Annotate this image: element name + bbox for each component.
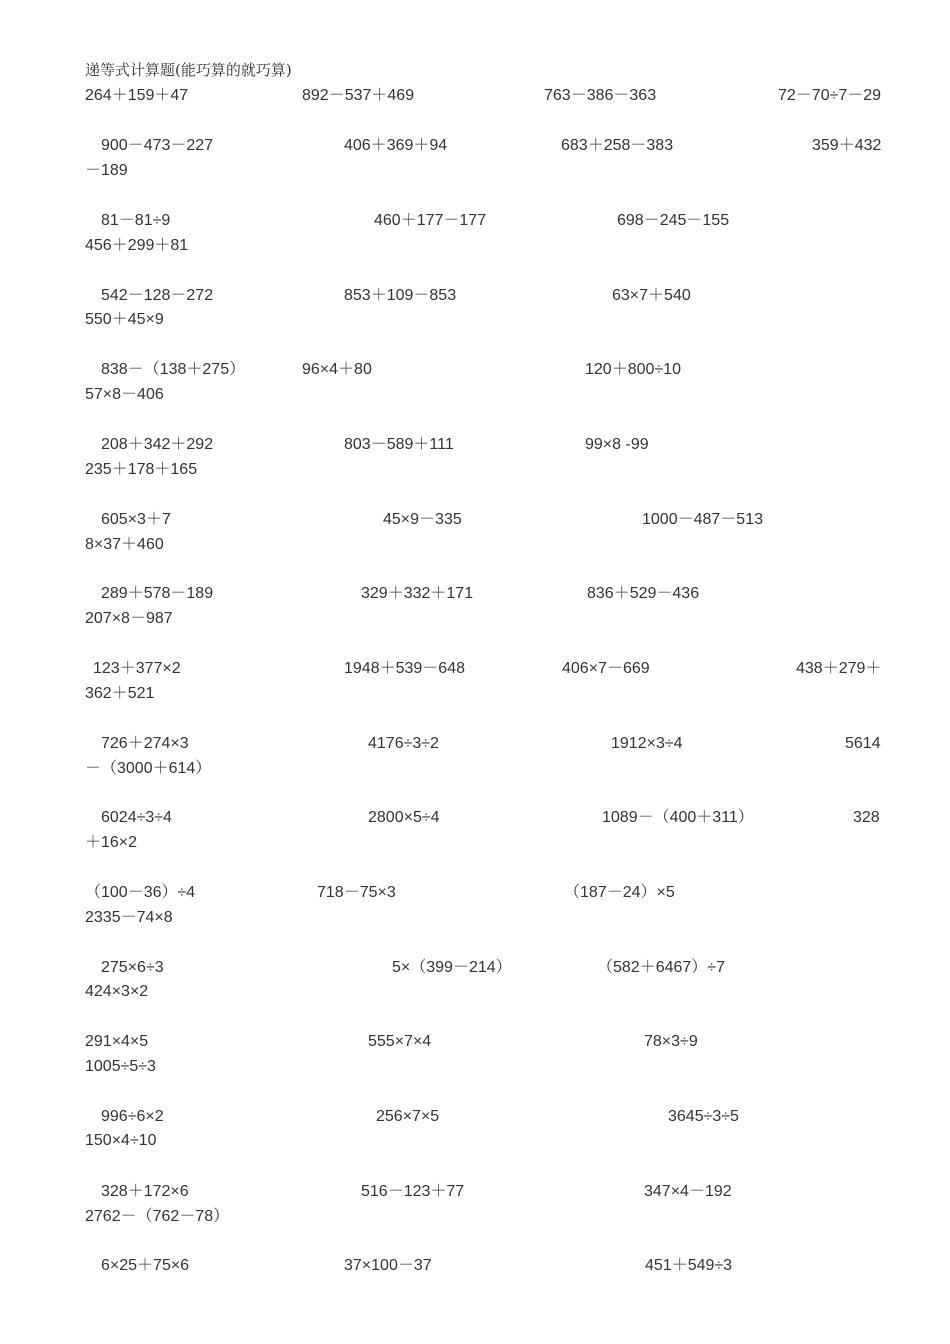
problem: 5614	[845, 735, 881, 752]
problem: 542－128－272	[101, 287, 214, 304]
problem: 6024÷3÷4	[101, 809, 172, 826]
problem-continuation: 362＋521	[85, 685, 155, 702]
problem: 1000－487－513	[642, 511, 763, 528]
problem: 37×100－37	[344, 1257, 432, 1274]
problem: 208＋342＋292	[101, 436, 214, 453]
problem: 406＋369＋94	[344, 137, 448, 154]
problem: 892－537＋469	[302, 87, 415, 104]
problem: （187－24）×5	[564, 884, 675, 901]
problem: 838－（138＋275）	[101, 361, 246, 378]
problem: 328＋172×6	[101, 1183, 189, 1200]
problem: 359＋432	[812, 137, 882, 154]
problem: 555×7×4	[368, 1033, 432, 1050]
problem: 424×3×2	[85, 983, 149, 1000]
problem: 72－70÷7－29	[778, 87, 882, 104]
problem: 406×7－669	[562, 660, 650, 677]
problem: 718－75×3	[317, 884, 396, 901]
problem-continuation: －189	[85, 162, 128, 179]
problem: 207×8－987	[85, 610, 173, 627]
problem: 63×7＋540	[612, 287, 691, 304]
problem: 78×3÷9	[644, 1033, 698, 1050]
problem: 698－245－155	[617, 212, 730, 229]
problem: 329＋332＋171	[361, 585, 474, 602]
problem: 289＋578－189	[101, 585, 214, 602]
problem: 291×4×5	[85, 1033, 149, 1050]
problem: 460＋177－177	[374, 212, 487, 229]
problem: 123＋377×2	[93, 660, 181, 677]
problem: 1912×3÷4	[611, 735, 683, 752]
problem: 150×4÷10	[85, 1132, 157, 1149]
problem: 275×6÷3	[101, 959, 164, 976]
problem: 57×8－406	[85, 386, 164, 403]
problem: 99×8 -99	[585, 436, 649, 453]
problem: 1089－（400＋311）	[602, 809, 754, 826]
problem: 438＋279＋	[796, 660, 882, 677]
problem: 3645÷3÷5	[668, 1108, 739, 1125]
problem: 836＋529－436	[587, 585, 700, 602]
problem: 451＋549÷3	[645, 1257, 733, 1274]
problem: 853＋109－853	[344, 287, 457, 304]
problem: 235＋178＋165	[85, 461, 198, 478]
problem: 2800×5÷4	[368, 809, 440, 826]
problem: （582＋6467）÷7	[597, 959, 725, 976]
problem: 605×3＋7	[101, 511, 171, 528]
page-title: 递等式计算题(能巧算的就巧算)	[85, 61, 292, 79]
problem: 900－473－227	[101, 137, 214, 154]
problem: 45×9－335	[383, 511, 462, 528]
problem-continuation: ＋16×2	[85, 834, 138, 851]
problem: 2335－74×8	[85, 909, 173, 926]
problem: 8×37＋460	[85, 536, 164, 553]
problem: 347×4－192	[644, 1183, 732, 1200]
problem: 4176÷3÷2	[368, 735, 439, 752]
problem: 1948＋539－648	[344, 660, 465, 677]
problem: 256×7×5	[376, 1108, 440, 1125]
problem: 683＋258－383	[561, 137, 674, 154]
problem: 763－386－363	[544, 87, 657, 104]
problem: 456＋299＋81	[85, 237, 189, 254]
problem: 96×4＋80	[302, 361, 372, 378]
problem: 2762－（762－78）	[85, 1208, 230, 1225]
problem: 516－123＋77	[361, 1183, 465, 1200]
problem: 264＋159＋47	[85, 87, 189, 104]
problem: 6×25＋75×6	[101, 1257, 190, 1274]
problem: 328	[853, 809, 880, 826]
problem: （100－36）÷4	[85, 884, 196, 901]
problem: 5×（399－214）	[392, 959, 512, 976]
problem-continuation: －（3000＋614）	[85, 760, 212, 777]
problem: 726＋274×3	[101, 735, 189, 752]
problem: 550＋45×9	[85, 311, 164, 328]
problem: 81－81÷9	[101, 212, 171, 229]
problem: 996÷6×2	[101, 1108, 164, 1125]
problem: 803－589＋111	[344, 436, 454, 453]
problem: 120＋800÷10	[585, 361, 681, 378]
problem: 1005÷5÷3	[85, 1058, 156, 1075]
